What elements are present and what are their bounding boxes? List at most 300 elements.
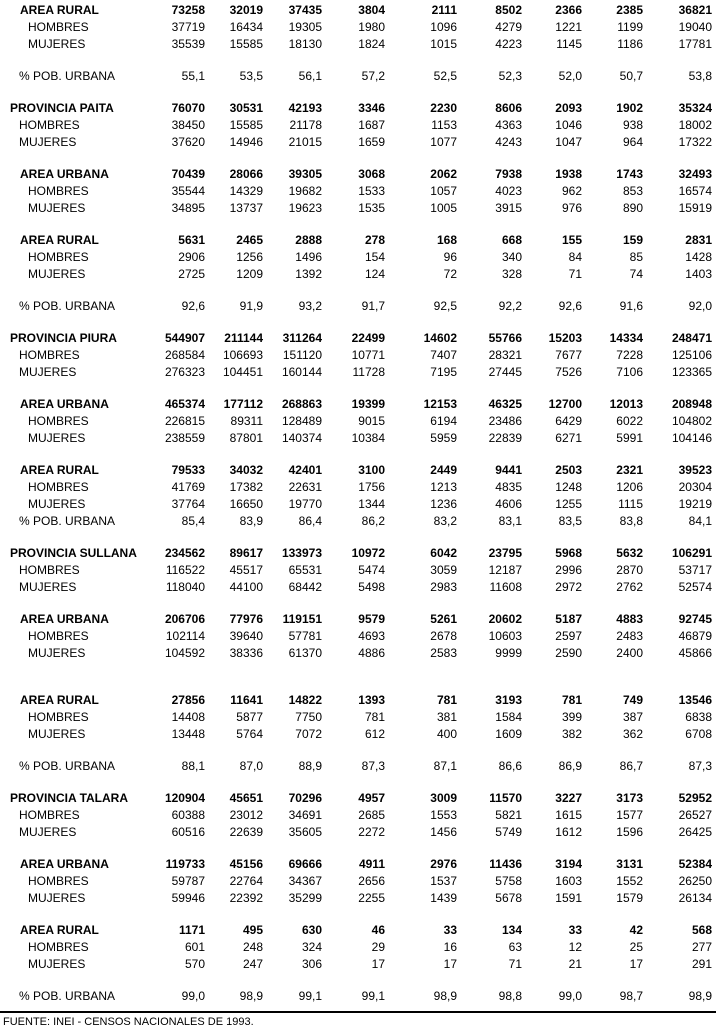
value-cell: 32019 <box>229 3 263 17</box>
value-cell: 206706 <box>164 612 205 626</box>
value-cell: 1659 <box>358 135 385 149</box>
table-row <box>0 645 712 662</box>
value-cell: 26425 <box>678 825 712 839</box>
spacer-row <box>0 530 712 545</box>
value-cell: 2656 <box>358 874 385 888</box>
value-cell: 19040 <box>678 20 712 34</box>
value-cell: 630 <box>301 923 322 937</box>
value-cell: 1537 <box>430 874 457 888</box>
value-cell: 118040 <box>165 580 205 594</box>
value-cell: 60388 <box>171 808 205 822</box>
value-cell: 21178 <box>289 118 322 132</box>
value-cell: 88,9 <box>298 759 322 773</box>
value-cell: 17 <box>629 957 643 971</box>
value-cell: 11570 <box>489 791 522 805</box>
value-cell: 34895 <box>171 201 205 215</box>
value-cell: 91,9 <box>239 299 263 313</box>
table-row <box>0 988 712 1005</box>
table-row <box>0 2 712 19</box>
value-cell: 92,5 <box>433 299 457 313</box>
value-cell: 70439 <box>171 167 205 181</box>
value-cell: 93,2 <box>298 299 322 313</box>
value-cell: 77976 <box>229 612 263 626</box>
value-cell: 46 <box>371 923 385 937</box>
value-cell: 89311 <box>230 414 263 428</box>
value-cell: 74 <box>629 267 643 281</box>
value-cell: 1255 <box>555 497 582 511</box>
value-cell: 1533 <box>358 184 385 198</box>
value-cell: 37620 <box>171 135 205 149</box>
row-label: MUJERES <box>19 135 77 149</box>
value-cell: 2976 <box>430 857 457 871</box>
value-cell: 2972 <box>555 580 582 594</box>
value-cell: 7072 <box>295 727 322 741</box>
value-cell: 1047 <box>555 135 582 149</box>
table-row <box>0 200 712 217</box>
value-cell: 83,2 <box>433 514 457 528</box>
spacer-cell <box>0 907 712 922</box>
value-cell: 55,1 <box>181 69 205 83</box>
value-cell: 99,0 <box>181 989 205 1003</box>
value-cell: 890 <box>622 201 643 215</box>
table-row <box>0 36 712 53</box>
value-cell: 72 <box>443 267 457 281</box>
value-cell: 12 <box>568 940 582 954</box>
value-cell: 1213 <box>430 480 457 494</box>
value-cell: 5991 <box>616 431 643 445</box>
value-cell: 60516 <box>171 825 205 839</box>
spacer-cell <box>0 85 712 100</box>
value-cell: 2366 <box>555 3 582 17</box>
value-cell: 86,4 <box>298 514 322 528</box>
value-cell: 544907 <box>164 331 205 345</box>
value-cell: 89617 <box>229 546 263 560</box>
value-cell: 19305 <box>288 20 322 34</box>
value-cell: 86,2 <box>361 514 385 528</box>
spacer-cell <box>0 283 712 298</box>
value-cell: 28066 <box>229 167 263 181</box>
row-label: HOMBRES <box>28 184 89 198</box>
table-row <box>0 249 712 266</box>
value-cell: 362 <box>622 727 643 741</box>
spacer-cell <box>0 217 712 232</box>
spacer-row <box>0 841 712 856</box>
value-cell: 2678 <box>430 629 457 643</box>
value-cell: 124 <box>364 267 385 281</box>
value-cell: 168 <box>436 233 457 247</box>
value-cell: 306 <box>301 957 322 971</box>
value-cell: 2725 <box>178 267 205 281</box>
value-cell: 19682 <box>288 184 322 198</box>
value-cell: 3131 <box>616 857 643 871</box>
value-cell: 781 <box>364 710 385 724</box>
value-cell: 21 <box>568 957 582 971</box>
value-cell: 53,8 <box>688 69 712 83</box>
value-cell: 14329 <box>229 184 263 198</box>
value-cell: 5968 <box>555 546 582 560</box>
value-cell: 177112 <box>223 397 263 411</box>
value-cell: 22639 <box>229 825 263 839</box>
row-label: AREA URBANA <box>20 397 109 411</box>
value-cell: 104451 <box>222 365 263 379</box>
value-cell: 25 <box>629 940 643 954</box>
value-cell: 268863 <box>281 397 322 411</box>
row-label: HOMBRES <box>28 414 89 428</box>
value-cell: 1236 <box>430 497 457 511</box>
row-label: HOMBRES <box>19 808 80 822</box>
value-cell: 1206 <box>616 480 643 494</box>
value-cell: 35605 <box>288 825 322 839</box>
value-cell: 14946 <box>229 135 263 149</box>
table-row <box>0 628 712 645</box>
value-cell: 1496 <box>295 250 322 264</box>
table-row <box>0 692 712 709</box>
value-cell: 55766 <box>488 331 522 345</box>
spacer-cell <box>0 315 712 330</box>
table-row <box>0 709 712 726</box>
spacer-cell <box>0 662 712 692</box>
value-cell: 1552 <box>616 874 643 888</box>
value-cell: 328 <box>501 267 522 281</box>
value-cell: 26134 <box>678 891 712 905</box>
value-cell: 92,0 <box>688 299 712 313</box>
value-cell: 120904 <box>164 791 205 805</box>
value-cell: 87,1 <box>433 759 457 773</box>
value-cell: 5678 <box>495 891 522 905</box>
row-label: MUJERES <box>28 431 86 445</box>
value-cell: 11608 <box>489 580 522 594</box>
value-cell: 119733 <box>165 857 205 871</box>
value-cell: 5474 <box>358 563 385 577</box>
value-cell: 38336 <box>229 646 263 660</box>
value-cell: 63 <box>508 940 522 954</box>
value-cell: 59787 <box>171 874 205 888</box>
value-cell: 98,8 <box>498 989 522 1003</box>
value-cell: 2762 <box>616 580 643 594</box>
value-cell: 23012 <box>229 808 263 822</box>
value-cell: 57,2 <box>361 69 385 83</box>
value-cell: 226815 <box>164 414 205 428</box>
value-cell: 34367 <box>288 874 322 888</box>
value-cell: 15585 <box>229 37 263 51</box>
value-cell: 52,3 <box>498 69 522 83</box>
value-cell: 1186 <box>617 37 643 51</box>
value-cell: 37764 <box>171 497 205 511</box>
value-cell: 1687 <box>358 118 385 132</box>
value-cell: 1980 <box>358 20 385 34</box>
value-cell: 34691 <box>288 808 322 822</box>
value-cell: 98,7 <box>619 989 643 1003</box>
value-cell: 8606 <box>495 101 522 115</box>
row-label: HOMBRES <box>28 20 89 34</box>
value-cell: 92,2 <box>498 299 522 313</box>
value-cell: 151120 <box>282 348 322 362</box>
value-cell: 1145 <box>556 37 582 51</box>
value-cell: 238559 <box>164 431 205 445</box>
value-cell: 140374 <box>281 431 322 445</box>
value-cell: 22764 <box>229 874 263 888</box>
value-cell: 5261 <box>430 612 457 626</box>
value-cell: 9999 <box>495 646 522 660</box>
value-cell: 3173 <box>616 791 643 805</box>
value-cell: 92,6 <box>558 299 582 313</box>
value-cell: 2590 <box>555 646 582 660</box>
value-cell: 23486 <box>488 414 522 428</box>
value-cell: 277 <box>691 940 712 954</box>
value-cell: 8502 <box>495 3 522 17</box>
value-cell: 2583 <box>430 646 457 660</box>
value-cell: 9441 <box>495 463 522 477</box>
spacer-cell <box>0 530 712 545</box>
value-cell: 52,5 <box>433 69 457 83</box>
row-label: % POB. URBANA <box>19 299 116 313</box>
value-cell: 1403 <box>685 267 712 281</box>
value-cell: 7228 <box>616 348 643 362</box>
value-cell: 35324 <box>678 101 712 115</box>
value-cell: 570 <box>184 957 205 971</box>
spacer-row <box>0 53 712 68</box>
row-label: HOMBRES <box>19 563 80 577</box>
table-row <box>0 873 712 890</box>
value-cell: 45517 <box>229 563 263 577</box>
value-cell: 45651 <box>229 791 263 805</box>
value-cell: 1005 <box>430 201 457 215</box>
row-label: HOMBRES <box>28 874 89 888</box>
value-cell: 1824 <box>358 37 385 51</box>
spacer-row <box>0 381 712 396</box>
value-cell: 45156 <box>229 857 263 871</box>
value-cell: 976 <box>561 201 582 215</box>
value-cell: 2685 <box>358 808 385 822</box>
spacer-row <box>0 907 712 922</box>
value-cell: 211144 <box>224 331 263 345</box>
value-cell: 46325 <box>488 397 522 411</box>
value-cell: 19219 <box>678 497 712 511</box>
value-cell: 5821 <box>495 808 522 822</box>
value-cell: 29 <box>371 940 385 954</box>
value-cell: 1209 <box>236 267 263 281</box>
value-cell: 311264 <box>282 331 322 345</box>
value-cell: 6194 <box>430 414 457 428</box>
value-cell: 4835 <box>495 480 522 494</box>
value-cell: 84,1 <box>688 514 712 528</box>
value-cell: 2983 <box>430 580 457 594</box>
row-label: PROVINCIA PIURA <box>10 331 117 345</box>
value-cell: 1057 <box>430 184 457 198</box>
spacer-cell <box>0 151 712 166</box>
table-row <box>0 462 712 479</box>
value-cell: 34032 <box>229 463 263 477</box>
value-cell: 7195 <box>430 365 457 379</box>
value-cell: 853 <box>622 184 643 198</box>
value-cell: 65531 <box>288 563 322 577</box>
value-cell: 16574 <box>678 184 712 198</box>
spacer-row <box>0 447 712 462</box>
value-cell: 27445 <box>488 365 522 379</box>
value-cell: 1596 <box>616 825 643 839</box>
value-cell: 28321 <box>488 348 522 362</box>
value-cell: 568 <box>691 923 712 937</box>
value-cell: 33 <box>568 923 582 937</box>
value-cell: 41769 <box>171 480 205 494</box>
value-cell: 1171 <box>178 923 205 937</box>
value-cell: 2906 <box>178 250 205 264</box>
row-label: MUJERES <box>28 891 86 905</box>
value-cell: 14334 <box>609 331 643 345</box>
value-cell: 35299 <box>288 891 322 905</box>
row-label: HOMBRES <box>28 710 89 724</box>
value-cell: 102114 <box>165 629 205 643</box>
value-cell: 42401 <box>288 463 322 477</box>
value-cell: 399 <box>561 710 582 724</box>
value-cell: 32493 <box>678 167 712 181</box>
value-cell: 96 <box>443 250 457 264</box>
value-cell: 2255 <box>358 891 385 905</box>
row-label: MUJERES <box>19 580 77 594</box>
value-cell: 1756 <box>358 480 385 494</box>
value-cell: 50,7 <box>619 69 643 83</box>
value-cell: 387 <box>622 710 643 724</box>
row-label: HOMBRES <box>28 480 89 494</box>
value-cell: 14602 <box>423 331 457 345</box>
value-cell: 1199 <box>617 20 643 34</box>
row-label: AREA RURAL <box>20 463 99 477</box>
value-cell: 123365 <box>671 365 712 379</box>
value-cell: 79533 <box>171 463 205 477</box>
value-cell: 104146 <box>671 431 712 445</box>
value-cell: 15585 <box>229 118 263 132</box>
value-cell: 98,9 <box>433 989 457 1003</box>
value-cell: 59946 <box>171 891 205 905</box>
row-label: MUJERES <box>28 646 86 660</box>
value-cell: 92745 <box>678 612 712 626</box>
value-cell: 5632 <box>616 546 643 560</box>
value-cell: 83,8 <box>619 514 643 528</box>
value-cell: 39523 <box>678 463 712 477</box>
spacer-row <box>0 151 712 166</box>
value-cell: 155 <box>561 233 582 247</box>
table-row <box>0 413 712 430</box>
value-cell: 42 <box>629 923 643 937</box>
row-label: HOMBRES <box>28 250 89 264</box>
value-cell: 33 <box>443 923 457 937</box>
spacer-row <box>0 217 712 232</box>
spacer-row <box>0 85 712 100</box>
value-cell: 26250 <box>678 874 712 888</box>
value-cell: 9015 <box>358 414 385 428</box>
row-label: HOMBRES <box>28 940 89 954</box>
value-cell: 22392 <box>229 891 263 905</box>
value-cell: 247 <box>242 957 263 971</box>
value-cell: 20602 <box>488 612 522 626</box>
value-cell: 2996 <box>555 563 582 577</box>
value-cell: 61370 <box>288 646 322 660</box>
spacer-cell <box>0 841 712 856</box>
value-cell: 5749 <box>495 825 522 839</box>
table-row <box>0 330 712 347</box>
value-cell: 291 <box>691 957 712 971</box>
value-cell: 71 <box>568 267 582 281</box>
value-cell: 4606 <box>495 497 522 511</box>
table-row <box>0 790 712 807</box>
value-cell: 1553 <box>430 808 457 822</box>
value-cell: 6838 <box>685 710 712 724</box>
spacer-cell <box>0 973 712 988</box>
value-cell: 68442 <box>288 580 322 594</box>
value-cell: 133973 <box>281 546 322 560</box>
value-cell: 10603 <box>488 629 522 643</box>
row-label: AREA RURAL <box>20 693 99 707</box>
table-row <box>0 856 712 873</box>
value-cell: 22631 <box>288 480 322 494</box>
value-cell: 7938 <box>495 167 522 181</box>
value-cell: 2503 <box>555 463 582 477</box>
table-row <box>0 266 712 283</box>
value-cell: 1248 <box>555 480 582 494</box>
value-cell: 3100 <box>358 463 385 477</box>
value-cell: 92,6 <box>181 299 205 313</box>
value-cell: 208948 <box>671 397 712 411</box>
value-cell: 19399 <box>351 397 385 411</box>
row-label: % POB. URBANA <box>19 759 116 773</box>
value-cell: 781 <box>561 693 582 707</box>
row-label: MUJERES <box>28 267 86 281</box>
value-cell: 3194 <box>555 857 582 871</box>
value-cell: 12013 <box>609 397 643 411</box>
value-cell: 1393 <box>358 693 385 707</box>
table-row <box>0 68 712 85</box>
value-cell: 125106 <box>671 348 712 362</box>
value-cell: 36821 <box>678 3 712 17</box>
value-cell: 2093 <box>555 101 582 115</box>
value-cell: 1902 <box>616 101 643 115</box>
value-cell: 2483 <box>616 629 643 643</box>
value-cell: 86,7 <box>619 759 643 773</box>
value-cell: 1612 <box>555 825 582 839</box>
value-cell: 91,7 <box>361 299 385 313</box>
value-cell: 87,0 <box>239 759 263 773</box>
value-cell: 42193 <box>288 101 322 115</box>
value-cell: 781 <box>436 693 457 707</box>
table-row <box>0 166 712 183</box>
value-cell: 12187 <box>488 563 522 577</box>
value-cell: 23795 <box>488 546 522 560</box>
value-cell: 4693 <box>358 629 385 643</box>
value-cell: 57781 <box>288 629 322 643</box>
value-cell: 4363 <box>495 118 522 132</box>
value-cell: 104592 <box>164 646 205 660</box>
value-cell: 10771 <box>351 348 385 362</box>
value-cell: 2272 <box>358 825 385 839</box>
table-row <box>0 579 712 596</box>
value-cell: 6042 <box>430 546 457 560</box>
value-cell: 4023 <box>495 184 522 198</box>
value-cell: 52384 <box>678 857 712 871</box>
spacer-row <box>0 775 712 790</box>
footer-source: FUENTE: INEI - CENSOS NACIONALES DE 1993. <box>3 1016 254 1028</box>
value-cell: 20304 <box>678 480 712 494</box>
value-cell: 26527 <box>678 808 712 822</box>
value-cell: 278 <box>364 233 385 247</box>
value-cell: 3804 <box>358 3 385 17</box>
row-label: AREA URBANA <box>20 167 109 181</box>
value-cell: 119151 <box>282 612 322 626</box>
value-cell: 2888 <box>295 233 322 247</box>
value-cell: 53717 <box>678 563 712 577</box>
value-cell: 7407 <box>430 348 457 362</box>
value-cell: 98,9 <box>688 989 712 1003</box>
census-table-body <box>0 2 712 1005</box>
